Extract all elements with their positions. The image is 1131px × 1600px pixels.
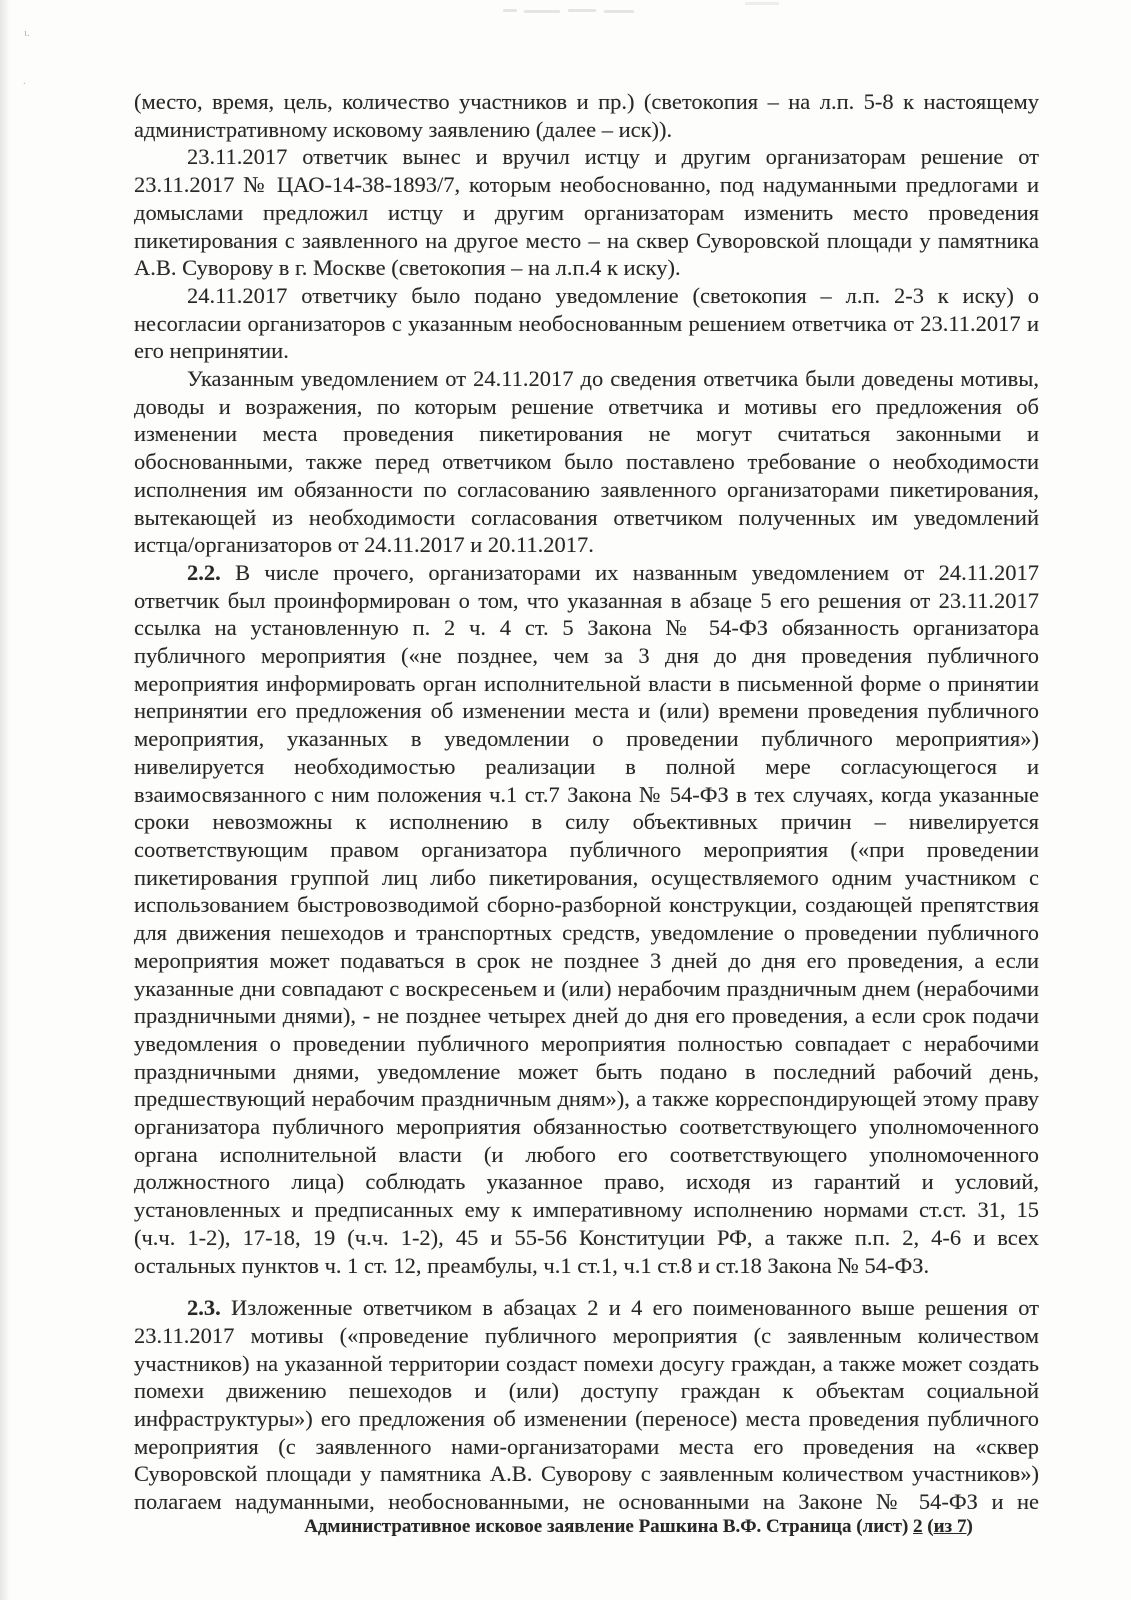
text-line: нивелируется необходимостью реализации в полной мере согласующегося и: [134, 753, 1039, 779]
footer-page-number: 2: [913, 1516, 923, 1537]
text-line: 2.2. В числе прочего, организаторами их названным уведомлением от 24.11.2017: [187, 559, 1039, 585]
text-line: взаимосвязанного с ним положения ч.1 ст.7 Закона № 54-ФЗ в тех случаях, когда указанные: [134, 781, 1039, 807]
text-line: мероприятия, указанных в уведомлении о проведении публичного мероприятия»): [134, 726, 1039, 752]
text-line: указанные дни совпадают с воскресеньем и (или) нерабочим праздничным днем (нерабочими: [134, 975, 1039, 1001]
text-line: предшествующий нерабочим праздничным дням»), а также корреспондирующей этому праву: [134, 1086, 1039, 1112]
text-line: его непринятии.: [134, 338, 289, 364]
text-line: истца/организаторов от 24.11.2017 и 20.11.2017.: [134, 532, 594, 558]
text-line: остальных пунктов ч. 1 ст. 12, преамбулы, ч.1 ст.1, ч.1 ст.8 и ст.18 Закона № 54-ФЗ.: [134, 1252, 930, 1278]
text-line: ответчик был проинформирован о том, что указанная в абзаце 5 его решения от 23.11.2017: [134, 587, 1039, 613]
paragraph: [134, 559, 1039, 1279]
text-line: сроки невозможны к исполнению в силу объективных причин – нивелируется: [134, 809, 1039, 835]
paragraph: [134, 365, 1039, 559]
text-line: инфраструктуры») его предложения об изменении (переносе) места проведения публичного: [134, 1406, 1039, 1432]
text-line: пикетирования с заявленного на другое место – на сквер Суворовской площади у памятника: [134, 227, 1039, 253]
text-line: обоснованными, также перед ответчиком было поставлено требование о необходимости: [134, 449, 1039, 475]
scan-speck: ι.: [24, 27, 30, 39]
footer-title: Административное исковое заявление Рашкина В.Ф. Страница (лист): [304, 1516, 914, 1537]
footer-close-paren: ): [966, 1516, 973, 1537]
paragraph: [134, 282, 1039, 365]
text-line: 23.11.2017 ответчик вынес и вручил истцу и другим организаторам решение от: [187, 144, 1039, 170]
text-line: домыслами предложил истцу и другим организаторам изменить место проведения: [134, 199, 1039, 225]
text-line: органа исполнительной власти (и любого его соответствующего уполномоченного: [134, 1141, 1039, 1167]
text-line: (место, время, цель, количество участников и пр.) (светокопия – на л.п. 5-8 к настоящему: [134, 89, 1039, 114]
text-line: 2.3. Изложенные ответчиком в абзацах 2 и 4 его поименованного выше решения от: [187, 1295, 1039, 1321]
text-line: для движения пешеходов и транспортных средств, уведомление о проведении публичного: [134, 920, 1039, 946]
text-line: полагаем надуманными, необоснованными, не основанными на Законе № 54-ФЗ и не: [134, 1489, 1039, 1515]
text-line: соответствующим правом организатора публичного мероприятия («при проведении: [134, 836, 1039, 862]
document-text: [134, 88, 1039, 1516]
text-line: административному исковому заявлению (далее – иск)).: [134, 116, 673, 142]
text-line: А.В. Суворову в г. Москве (светокопия – на л.п.4 к иску).: [134, 255, 681, 281]
scan-artifact: [604, 10, 634, 13]
scan-artifact: [524, 10, 560, 13]
text-line: (ч.ч. 1-2), 17-18, 19 (ч.ч. 1-2), 45 и 55-56 Конституции РФ, а также п.п. 2, 4-6 и всех: [134, 1224, 1039, 1250]
text-line: ссылка на установленную п. 2 ч. 4 ст. 5 Закона № 54-ФЗ обязанность организатора: [134, 615, 1039, 641]
footer-total-pages: из 7: [933, 1516, 967, 1537]
text-line: Суворовской площади у памятника А.В. Суворову с заявленным количеством участников»): [134, 1461, 1039, 1487]
text-line: уведомления о проведении публичного мероприятия полностью совпадает с нерабочими: [134, 1030, 1039, 1056]
text-line: организатора публичного мероприятия обязанностью соответствующего уполномоченного: [134, 1114, 1039, 1140]
text-line: установленных и предписанных ему к императивному исполнению нормами ст.ст. 31, 15: [134, 1197, 1039, 1223]
text-line: помехи движению пешеходов и (или) доступу граждан к объектам социальной: [134, 1378, 1039, 1404]
footer-open-paren: (: [922, 1516, 934, 1537]
paragraph: [134, 1294, 1039, 1516]
text-line: праздничными днями), - не позднее четырех дней до дня его проведения, а если срок подачи: [134, 1003, 1039, 1029]
text-line: доводы и возражения, по которым решение ответчика и мотивы его предложения об: [134, 393, 1039, 419]
scan-edge-shadow: [0, 0, 10, 1600]
text-line: непринятии его предложения об изменении места и (или) времени проведения публичного: [134, 698, 1039, 724]
scan-artifact: [568, 9, 596, 12]
text-line: мероприятия информировать орган исполнительной власти в письменной форме о принятии: [134, 670, 1039, 696]
text-line: 24.11.2017 ответчику было подано уведомление (светокопия – л.п. 2-3 к иску) о: [187, 282, 1039, 308]
text-line: должностного лица) соблюдать указанное право, исходя из гарантий и условий,: [134, 1169, 1039, 1195]
text-line: 23.11.2017 мотивы («проведение публичного мероприятия (с заявленным количеством: [134, 1322, 1039, 1348]
text-line: пикетирования группой лиц либо пикетирования, осуществляемого одним участником с: [134, 864, 1039, 890]
scan-artifact: [503, 9, 517, 12]
text-line: мероприятия (с заявленного нами-организаторами места его проведения на «сквер: [134, 1433, 1039, 1459]
scan-speck: .: [23, 75, 26, 87]
paragraph: [134, 143, 1039, 282]
text-line: публичного мероприятия («не позднее, чем за 3 дня до дня проведения публичного: [134, 643, 1039, 669]
text-line: участников) на указанной территории создаст помехи досугу граждан, а также может создать: [134, 1350, 1039, 1376]
page-footer: [134, 1516, 1039, 1538]
text-line: Указанным уведомлением от 24.11.2017 до сведения ответчика были доведены мотивы,: [187, 366, 1039, 392]
text-line: использованием быстровозводимой сборно-разборной конструкции, создающей препятствия: [134, 892, 1039, 918]
text-line: исполнения им обязанности по согласованию заявленного организаторами пикетирования,: [134, 476, 1039, 502]
text-line: вытекающей из необходимости согласования ответчиком полученных им уведомлений: [134, 504, 1039, 530]
text-line: 23.11.2017 № ЦАО-14-38-1893/7, которым необоснованно, под надуманными предлогами и: [134, 172, 1039, 198]
text-line: праздничными днями, уведомление может быть подано в последний рабочий день,: [134, 1058, 1039, 1084]
scan-artifact: [745, 2, 779, 5]
text-line: мероприятия может подаваться в срок не позднее 3 дней до дня его проведения, а если: [134, 947, 1039, 973]
paragraph: [134, 88, 1039, 143]
text-line: несогласии организаторов с указанным необоснованным решением ответчика от 23.11.2017 и: [134, 310, 1039, 336]
text-line: изменении места проведения пикетирования не могут считаться законными и: [134, 421, 1039, 447]
